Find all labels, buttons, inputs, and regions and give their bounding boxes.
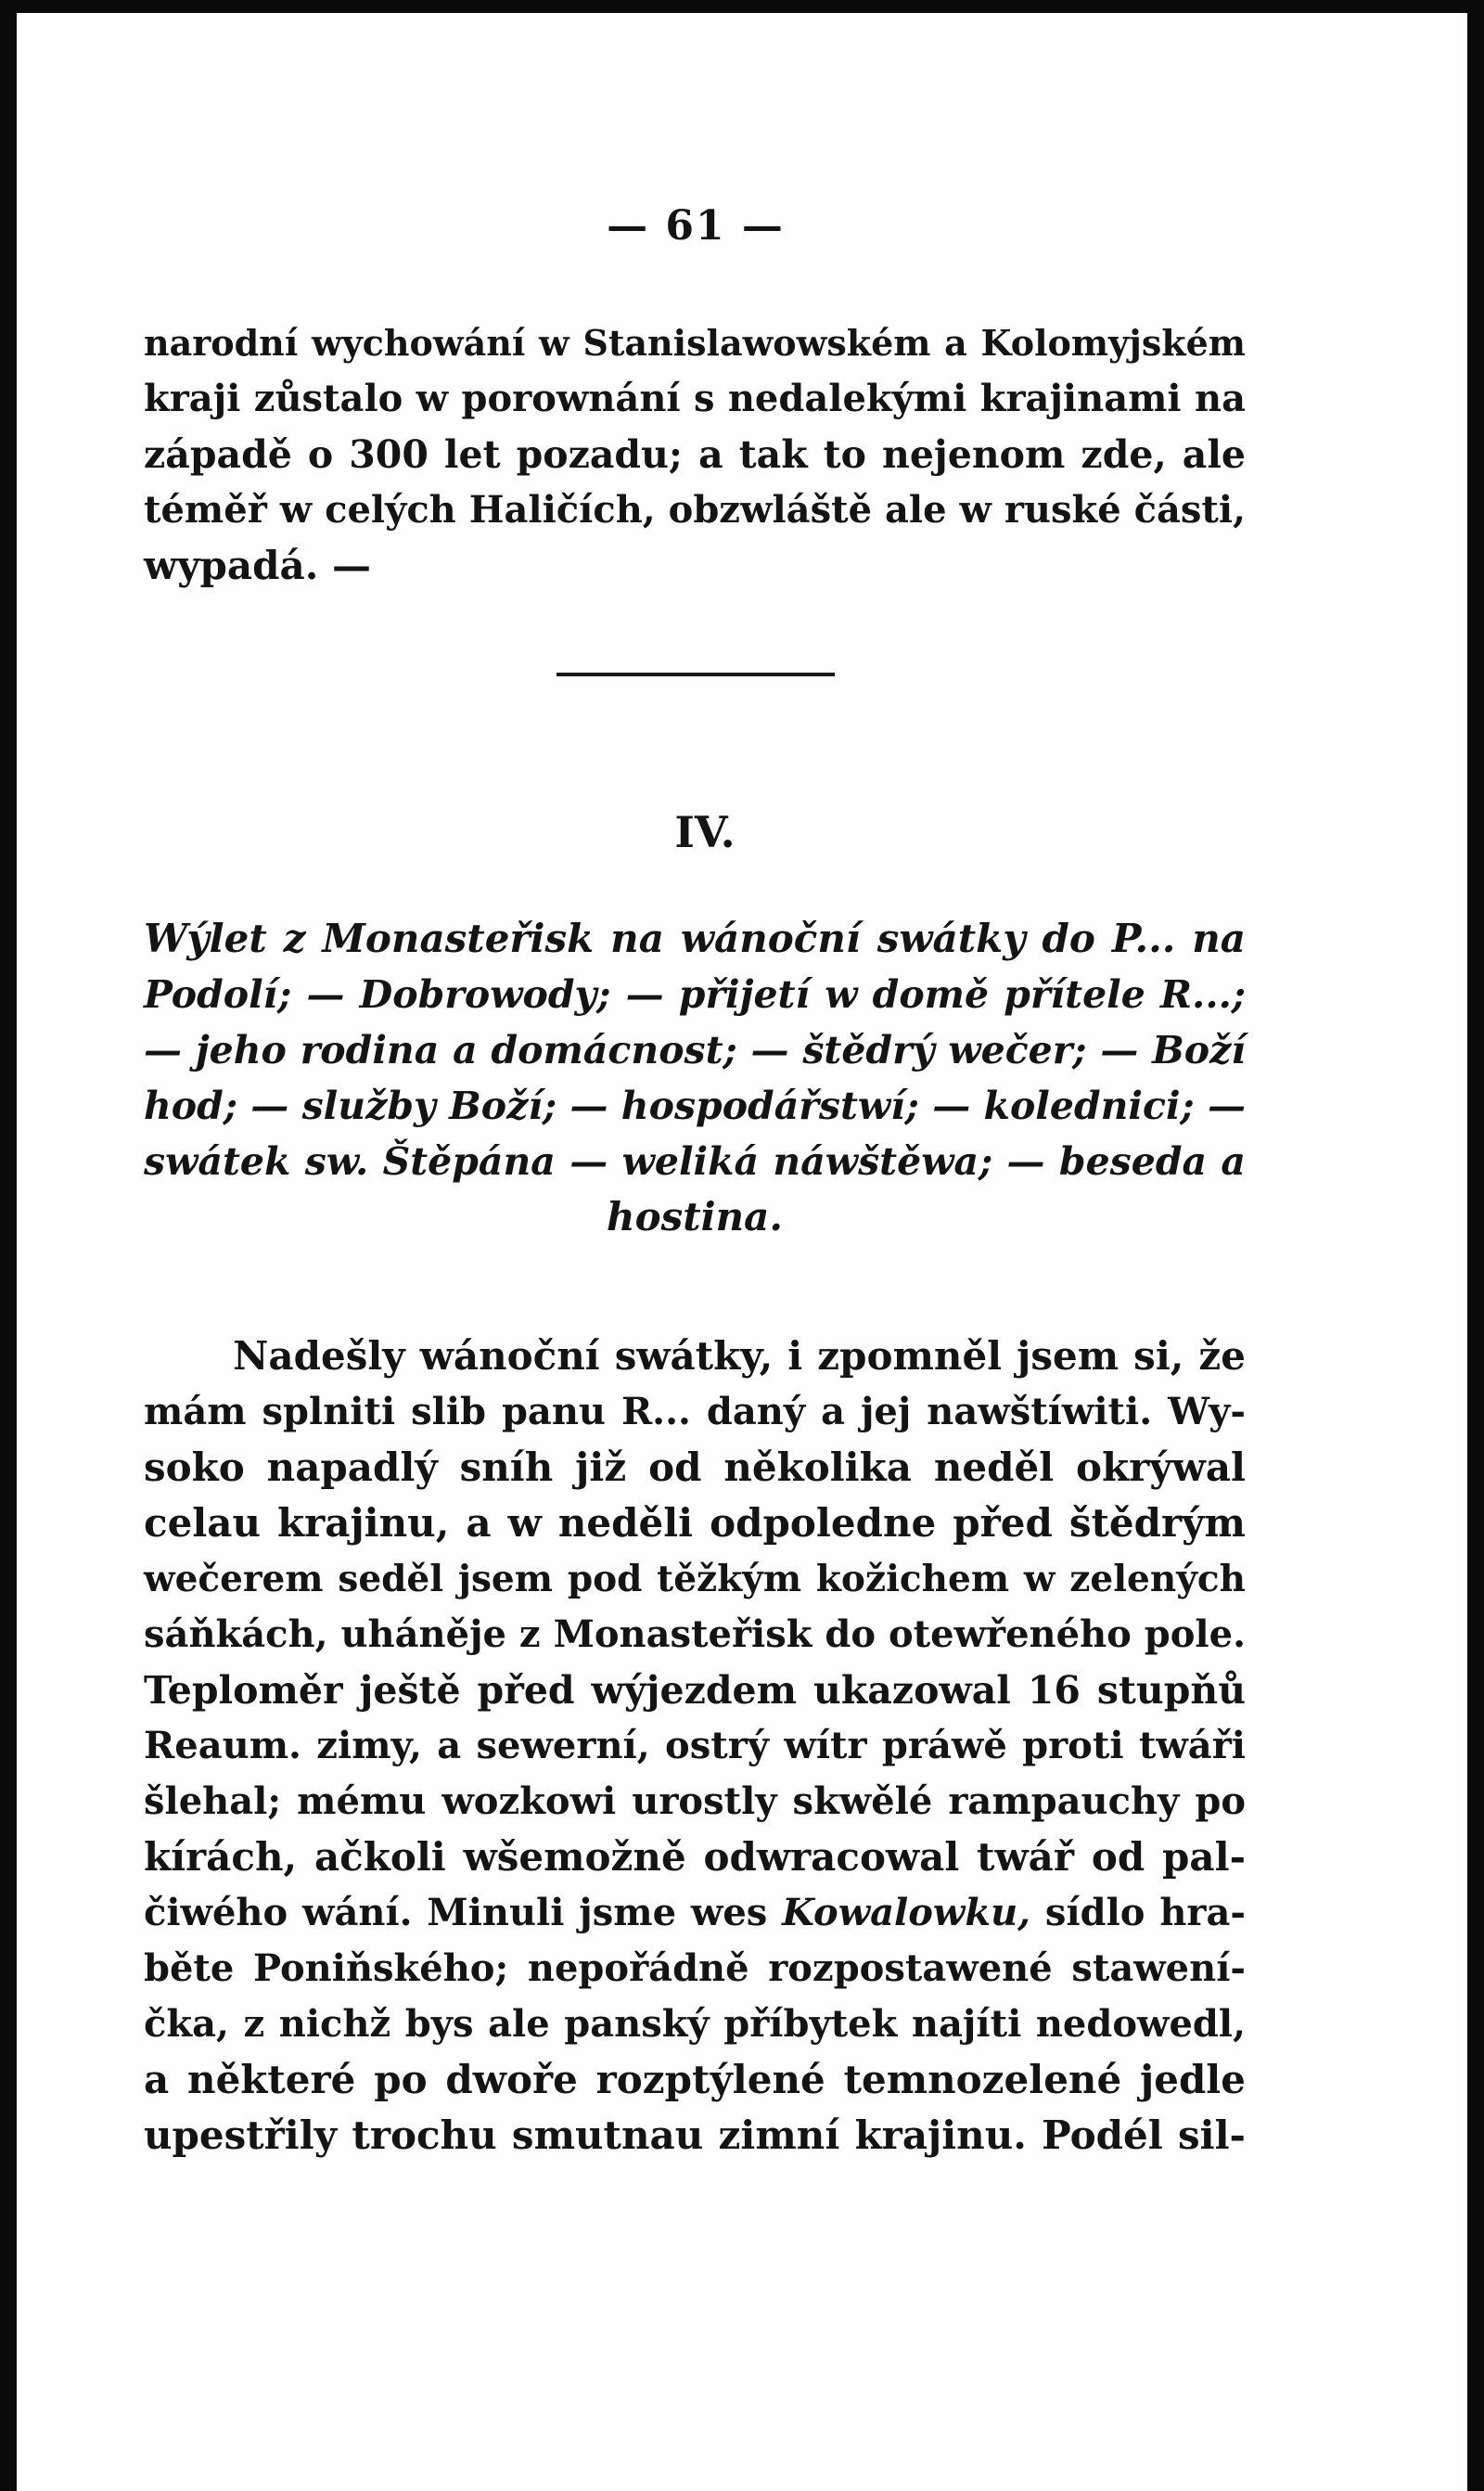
text-line: západě o 300 let pozadu; a tak to nejenom zde, ale xyxy=(144,432,1246,477)
text-fragment: čiwého wání. Minuli jsme wes xyxy=(144,1891,783,1934)
text-line: sáňkách, uháněje z Monasteřisk do otewřeného pole. xyxy=(144,1612,1246,1656)
body-paragraph xyxy=(144,1329,1246,2164)
text-line xyxy=(144,1885,1246,1941)
place-name-kowalowka: Kowalowku, xyxy=(782,1891,1031,1934)
opening-paragraph xyxy=(144,315,1246,594)
text-fragment: sídlo hra- xyxy=(1030,1891,1247,1934)
summary-line: swátek sw. Štěpána — weliká náwštěwa; — beseda a xyxy=(144,1139,1246,1184)
text-line: čka, z nichž bys ale panský příbytek najíti nedowedl, xyxy=(144,2002,1246,2046)
text-line: Nadešly wánoční swátky, i zpomněl jsem si, že xyxy=(233,1333,1246,1379)
text-line: upestřily trochu smutnau zimní krajinu. Podél sil- xyxy=(144,2112,1246,2158)
chapter-heading: IV. xyxy=(674,807,736,857)
text-line: kraji zůstalo w porownání s nedalekými krajinami na xyxy=(144,377,1246,420)
text-line: téměř w celých Haličích, obzwláště ale w ruské části, xyxy=(144,488,1246,532)
text-line: wečerem seděl jsem pod těžkým kožichem w zelených xyxy=(144,1558,1246,1600)
text-line: soko napadlý sníh již od několika neděl okrýwal xyxy=(144,1445,1246,1490)
text-line: šlehal; mému wozkowi urostly skwělé rampauchy po xyxy=(144,1779,1246,1823)
text-line: běte Poniňského; nepořádně rozpostawené stawení- xyxy=(144,1946,1246,1990)
text-line: narodní wychowání w Stanislawowském a Kolomyjském xyxy=(144,322,1246,364)
scan-border-right xyxy=(1467,0,1484,2491)
summary-line: Podolí; — Dobrowody; — přijetí w domě přítele R...; xyxy=(144,972,1246,1017)
scan-border-left xyxy=(0,0,17,2491)
text-line: wypadá. — xyxy=(144,543,371,588)
chapter-summary xyxy=(144,911,1246,1245)
text-line: a některé po dwoře rozptýlené temnozelené jedle xyxy=(144,2057,1246,2102)
text-line: mám splniti slib panu R... daný a jej nawštíwiti. Wy- xyxy=(144,1390,1246,1433)
scan-border-top xyxy=(0,0,1484,13)
summary-line: hostina. xyxy=(607,1194,783,1239)
summary-line: — jeho rodina a domácnost; — štědrý wečer; — Boží xyxy=(144,1028,1246,1072)
text-line: kírách, ačkoli wšemožně odwracowal twář od pal- xyxy=(144,1834,1246,1880)
text-line: celau krajinu, a w neděli odpoledne před štědrým xyxy=(144,1500,1246,1546)
summary-line: Wýlet z Monasteřisk na wánoční swátky do P... na xyxy=(144,916,1246,961)
section-divider xyxy=(556,673,835,676)
page-number: — 61 — xyxy=(607,202,785,250)
text-line: Teploměr ještě před wýjezdem ukazowal 16 stupňů xyxy=(144,1668,1246,1713)
summary-line: hod; — služby Boží; — hospodářstwí; — kolednici; — xyxy=(144,1084,1246,1128)
text-line: Reaum. zimy, a sewerní, ostrý wítr práwě proti twáři xyxy=(144,1724,1246,1767)
